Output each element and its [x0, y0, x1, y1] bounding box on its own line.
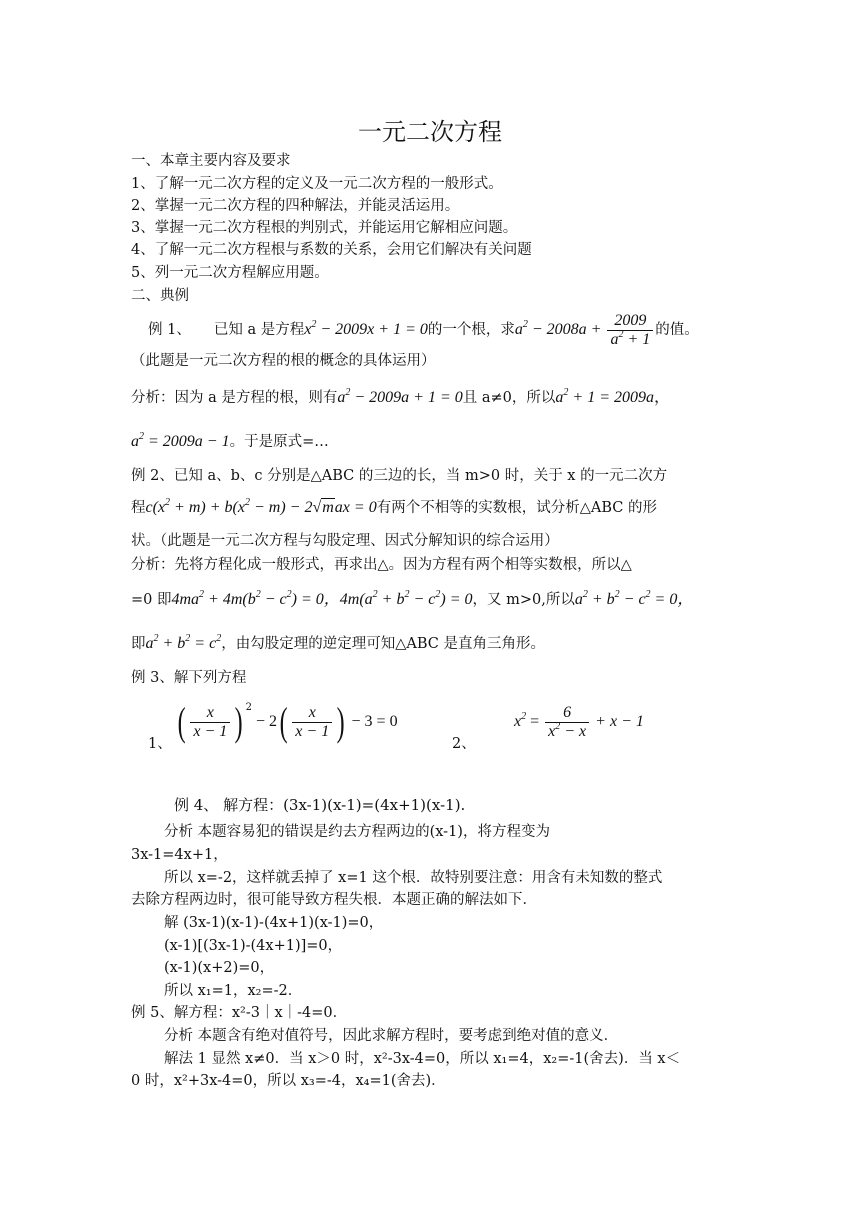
equation-analysis-3: $a^2 = 2009a - 1$ — [131, 431, 230, 450]
equation-ex3-2: $x^2$ = $\frac{6}{x^2 - x}$ + x − 1 — [514, 703, 644, 740]
requirement-item-4: 4、了解一元二次方程根与系数的关系，会用它们解决有关问题 — [131, 242, 532, 258]
example-4-line-3: 所以 x=-2，这样就丢掉了 x=1 这个根．故特别要注意：用含有未知数的整式 — [164, 870, 663, 886]
example-3-part-2-label: 2、 — [452, 736, 476, 752]
example-4-line-5: 解 (3x-1)(x-1)-(4x+1)(x-1)=0， — [164, 915, 384, 931]
example-2-line-1: 例 2、已知 a、b、c 分别是△ABC 的三边的长，当 m>0 时，关于 x 的一元二次方 — [131, 468, 668, 484]
section-heading-1: 一、本章主要内容及要求 — [131, 153, 291, 169]
requirement-item-5: 5、列一元二次方程解应用题。 — [131, 265, 329, 281]
example-1-text-b: 的一个根，求 — [427, 322, 515, 338]
ex2-text-a: 程 — [131, 500, 146, 516]
ex2-text-c: =0 即 — [131, 592, 172, 608]
requirement-item-1: 1、了解一元二次方程的定义及一元二次方程的一般形式。 — [131, 176, 503, 192]
example-2-line-3: 状。（此题是一元二次方程与勾股定理、因式分解知识的综合运用） — [131, 533, 559, 549]
equation-ex2: $c(x^2 + m) + b(x^2 - m) - 2√\max = 0$ — [145, 497, 377, 516]
analysis-text-c: 。于是原式=… — [229, 434, 329, 450]
ex2-text-e: 即 — [131, 636, 146, 652]
ex2-text-d: ，又 m>0,所以 — [472, 592, 575, 608]
example-2-line-4: 分析：先将方程化成一般形式，再求出△。因为方程有两个相等实数根，所以△ — [131, 557, 632, 573]
example-1-note: （此题是一元二次方程的根的概念的具体运用） — [131, 353, 436, 369]
example-4-line-6: (x-1)[(3x-1)-(4x+1)]=0， — [164, 938, 343, 954]
example-1-text-a: 已知 a 是方程 — [213, 322, 305, 338]
example-5-heading: 例 5、解方程：x²-3｜x｜-4=0． — [131, 1005, 348, 1021]
requirement-item-3: 3、掌握一元二次方程根的判别式，并能运用它解相应问题。 — [131, 220, 518, 236]
ex2-text-b: 有两个不相等的实数根，试分析△ABC 的形 — [376, 500, 657, 516]
equation-ex3-1: ( $\frac{x}{x - 1}$ ) $^2$ − 2( $\frac{x}{x - 1}$ ) − 3 = 0 — [177, 699, 398, 744]
example-1-statement — [148, 310, 699, 350]
example-1-analysis: 分析：因为 a 是方程的根，则有$a^2 - 2009a + 1 = 0$且 a≠0，所以$a^2 + 1 = 2009a$， — [131, 387, 671, 406]
equation-analysis-2: $a^2 + 1 = 2009a$ — [555, 387, 654, 406]
example-1-text-c: 的值。 — [655, 322, 699, 338]
example-4-heading: 例 4、 解方程：(3x-1)(x-1)=(4x+1)(x-1). — [174, 796, 466, 814]
example-5-line-2: 解法 1 显然 x≠0．当 x＞0 时，x²-3x-4=0，所以 x₁=4，x₂=-1(舍去)．当 x＜ — [164, 1051, 681, 1067]
ex2-text-f: ，由勾股定理的逆定理可知△ABC 是直角三角形。 — [221, 636, 545, 652]
example-2-line-2 — [131, 498, 657, 518]
example-3-part-1-label: 1、 — [148, 736, 172, 752]
equation-ex2-d: $a^2 + b^2 = c^2$ — [145, 633, 222, 652]
equation-ex1: $x^2 - 2009x + 1 = 0$ — [304, 319, 428, 338]
equation-ex2-c: $a^2 + b^2 - c^2 = 0$， — [574, 589, 694, 608]
example-2-line-6 — [131, 634, 545, 654]
example-1-analysis-cont — [131, 432, 329, 452]
equation-analysis-1: $a^2 - 2009a + 1 = 0$ — [337, 387, 463, 406]
example-4-line-4: 去除方程两边时，很可能导致方程失根．本题正确的解法如下． — [131, 892, 537, 908]
expression-ex1: $a^2 - 2008a$ + $\frac{2009}{a^2 + 1}$ — [515, 321, 655, 338]
example-5-line-3: 0 时，x²+3x-4=0，所以 x₃=-4，x₄=1(舍去)． — [131, 1073, 446, 1089]
equation-ex2-b: $4ma^2 + 4m(b^2 - c^2) = 0$，$4m(a^2 + b^2 - c^2) = 0$ — [171, 589, 473, 608]
example-2-line-5 — [131, 590, 693, 610]
analysis-text-b: 且 a≠0，所以 — [462, 390, 556, 406]
page-title: 一元二次方程 — [358, 118, 502, 146]
example-1-label: 例 1、 — [148, 322, 191, 338]
example-3-heading: 例 3、解下列方程 — [131, 670, 247, 686]
requirement-item-2: 2、掌握一元二次方程的四种解法，并能灵活运用。 — [131, 198, 460, 214]
analysis-text-a: 分析：因为 a 是方程的根，则有 — [131, 390, 338, 406]
example-4-line-2: 3x-1=4x+1， — [131, 847, 228, 863]
example-4-line-1: 分析 本题容易犯的错误是约去方程两边的(x-1)，将方程变为 — [164, 824, 550, 840]
example-4-line-8: 所以 x₁=1，x₂=-2． — [164, 983, 303, 999]
section-heading-2: 二、典例 — [131, 288, 189, 304]
example-5-line-1: 分析 本题含有绝对值符号，因此求解方程时，要考虑到绝对值的意义． — [164, 1028, 619, 1044]
example-4-line-7: (x-1)(x+2)=0， — [164, 960, 275, 976]
